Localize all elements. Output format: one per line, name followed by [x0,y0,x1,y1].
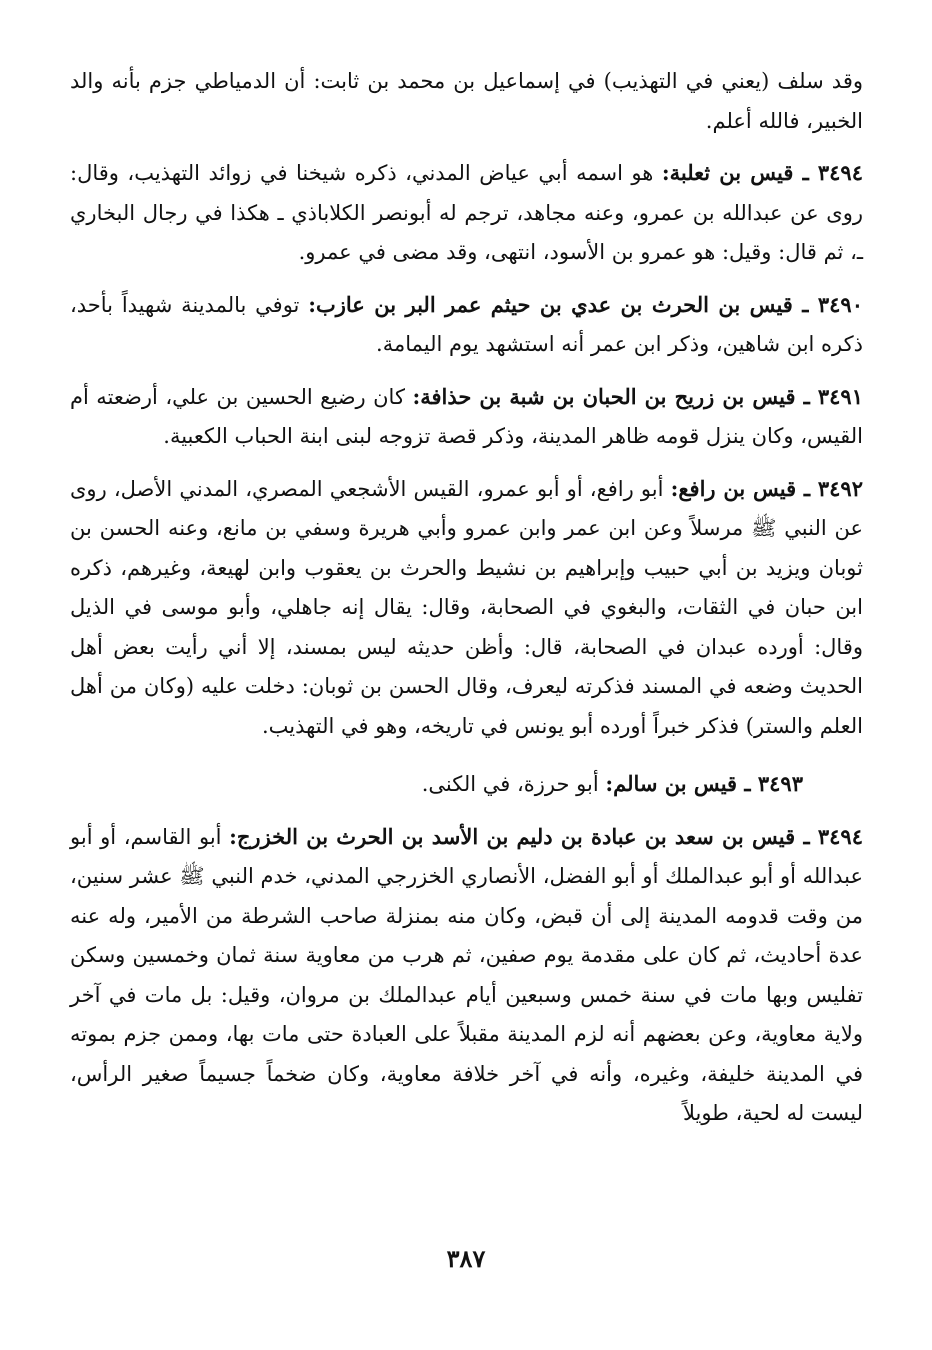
entry-text: كان رضيع الحسين بن علي، أرضعته أم القيس، وكان ينزل قومه ظاهر المدينة، وذكر قصة تزوجه لبنى ابنة الحباب الكعبية. [70,384,863,448]
entry-text: توفي بالمدينة شهيداً بأحد، ذكره ابن شاهين، وذكر ابن عمر أنه استشهد يوم اليمامة. [70,292,863,356]
entry-heading: قيس بن ثعلبة: [661,160,794,185]
entry-heading: قيس بن رافع: [670,475,797,501]
entry-separator: ـ [792,291,818,317]
entry-3493 [70,764,863,805]
entry-heading: قيس بن سعد بن عبادة بن دليم بن الأسد بن الحرث بن الخزرج: [229,823,796,849]
page-body [70,62,863,1134]
entry-number: ٣٤٩٠ [817,291,863,317]
entry-number: ٣٤٩٣ [757,771,803,796]
entry-3491 [70,377,863,457]
entry-text: أبو القاسم، أو أبو عبدالله أو أبو عبدالملك أو أبو الفضل، الأنصاري الخزرجي المدني، خدم النبي ﷺ عشر سنين، من وقت قدومه المدينة إلى أن قبض، وكان منه بمنزلة صاحب الشرطة من الأمير، وله عنه عدة أحاديث، ثم كان على مقدمة يوم صفين، ثم هرب من معاوية سنة ثمان وخمسين وسكن تفليس وبها مات في سنة خمس وسبعين أيام عبدالملك بن مروان، وقيل: بل مات في آخر ولاية معاوية، وعن بعضهم أنه لزم المدينة مقبلاً على العبادة حتى مات بها، وممن جزم بموته في المدينة خليفة، وغيره، وأنه في آخر خلافة معاوية، وكان ضخماً جسيماً صغير الرأس، ليست له لحية، طويلاً [70,824,863,1125]
entry-number: ٣٤٩٤ [817,823,863,849]
entry-separator: ـ [793,160,818,185]
entry-separator: ـ [795,823,818,849]
entry-separator: ـ [796,475,818,501]
entry-separator: ـ [795,383,818,409]
entry-number: ٣٤٩٤ [817,160,863,185]
entry-heading: قيس بن زريح بن الحبان بن شبة بن حذافة: [412,383,796,409]
page-number: ٣٨٧ [446,1244,486,1273]
entry-number: ٣٤٩٢ [817,475,863,501]
entry-text: أبو حرزة، في الكنى. [421,772,599,796]
entry-text: أبو رافع، أو أبو عمرو، القيس الأشجعي المصري، المدني الأصل، روى عن النبي ﷺ مرسلاً وعن ابن عمر وابن عمرو وأبي هريرة وسفي بن مانع، وعنه الحسن بن ثوبان ويزيد بن أبي حبيب وإبراهيم بن نشيط والحرث بن يعقوب وابن لهيعة، وغيرهم، ذكره ابن حبان في الثقات، والبغوي في الصحابة، وقال: يقال إنه جاهلي، وأبو موسى في الذيل وقال: أورده عبدان في الصحابة، قال: وأظن حديثه ليس بمسند، إلا أني رأيت بعض أهل الحديث وضعه في المسند فذكرته ليعرف، وقال الحسن بن ثوبان: دخلت عليه (وكان من أهل العلم والستر) فذكر خبراً أورده أبو يونس في تاريخه، وهو في التهذيب. [70,476,863,738]
entry-separator: ـ [737,771,758,796]
entry-heading: قيس بن سالم: [605,771,738,796]
entry-3490 [70,285,863,365]
entry-3492 [70,469,863,747]
entry-heading: قيس بن الحرث بن عدي بن حيثم عمر البر بن عازب: [308,291,793,317]
entry-text: هو اسمه أبي عياض المدني، ذكره شيخنا في زوائد التهذيب، وقال: روى عن عبدالله بن عمرو، وعنه مجاهد، ترجم له أبونصر الكلاباذي ـ هكذا في رجال البخاري ـ، ثم قال: وقيل: هو عمرو بن الأسود، انتهى، وقد مضى في عمرو. [70,161,863,264]
entry-text: وقد سلف (يعني في التهذيب) في إسماعيل بن محمد بن ثابت: أن الدمياطي جزم بأنه والد الخبير، فالله أعلم. [70,69,863,133]
entry-intro [70,62,863,141]
entry-3494-b [70,817,863,1134]
entry-number: ٣٤٩١ [817,383,863,409]
entry-3494-a [70,153,863,273]
